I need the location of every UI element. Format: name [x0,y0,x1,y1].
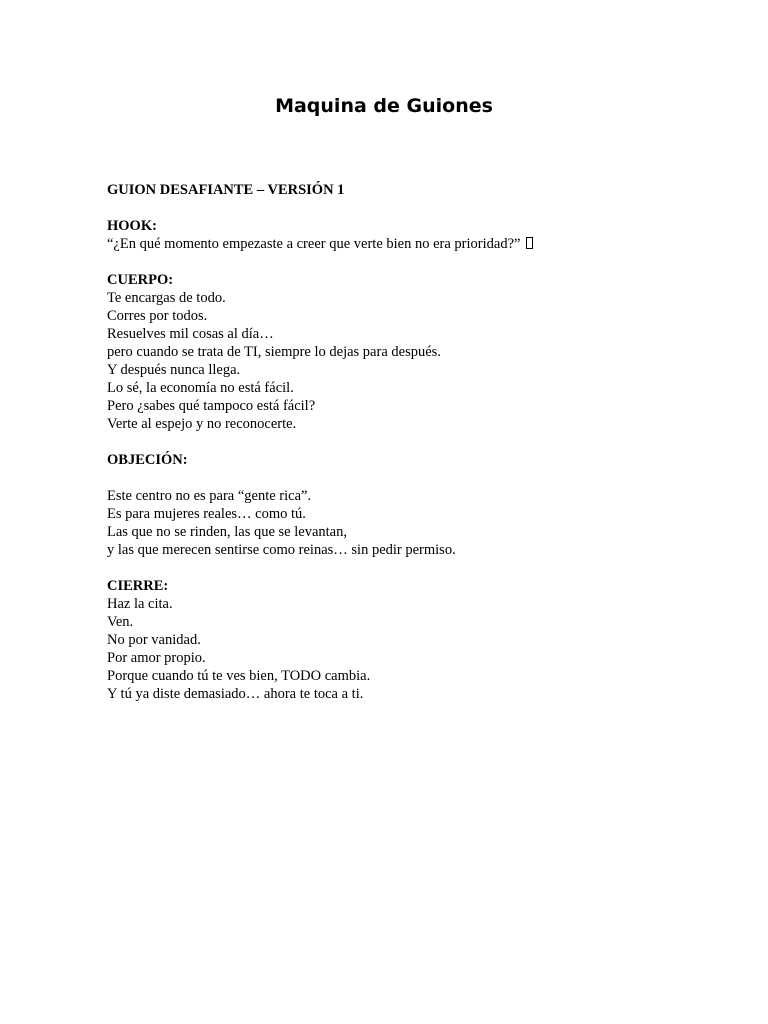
cuerpo-heading: CUERPO: [107,272,174,288]
cierre-line: Y tú ya diste demasiado… ahora te toca a ti. [107,686,364,702]
hook-line [107,235,707,253]
spacer [107,559,707,577]
spacer [107,469,707,487]
objecion-line: Las que no se rinden, las que se levantan, [107,524,347,540]
document-body [107,181,707,703]
cuerpo-line: Te encargas de todo. [107,290,226,306]
cuerpo-line: Pero ¿sabes qué tampoco está fácil? [107,398,316,414]
document-title: Maquina de Guiones [275,95,493,117]
cierre-line: Por amor propio. [107,650,206,666]
cierre-heading: CIERRE: [107,578,169,594]
hook-heading: HOOK: [107,218,157,234]
objecion-line: Es para mujeres reales… como tú. [107,506,306,522]
cuerpo-line: Resuelves mil cosas al día… [107,326,274,342]
cierre-line: No por vanidad. [107,632,201,648]
objecion-line: y las que merecen sentirse como reinas… sin pedir permiso. [107,542,456,558]
objecion-line: Este centro no es para “gente rica”. [107,488,312,504]
spacer [107,253,707,271]
cuerpo-line: Y después nunca llega. [107,362,241,378]
cuerpo-line: Verte al espejo y no reconocerte. [107,416,297,432]
spacer [107,199,707,217]
objecion-heading: OBJECIÓN: [107,452,188,468]
cierre-line: Haz la cita. [107,596,173,612]
spacer [107,433,707,451]
cuerpo-line: Lo sé, la economía no está fácil. [107,380,294,396]
cierre-line: Ven. [107,614,134,630]
hook-text: “¿En qué momento empezaste a creer que verte bien no era prioridad?” [107,236,521,252]
missing-glyph-icon [526,237,533,249]
cierre-line: Porque cuando tú te ves bien, TODO cambia. [107,668,371,684]
cuerpo-line: pero cuando se trata de TI, siempre lo dejas para después. [107,344,441,360]
version-heading: GUION DESAFIANTE – VERSIÓN 1 [107,182,345,198]
cuerpo-line: Corres por todos. [107,308,208,324]
